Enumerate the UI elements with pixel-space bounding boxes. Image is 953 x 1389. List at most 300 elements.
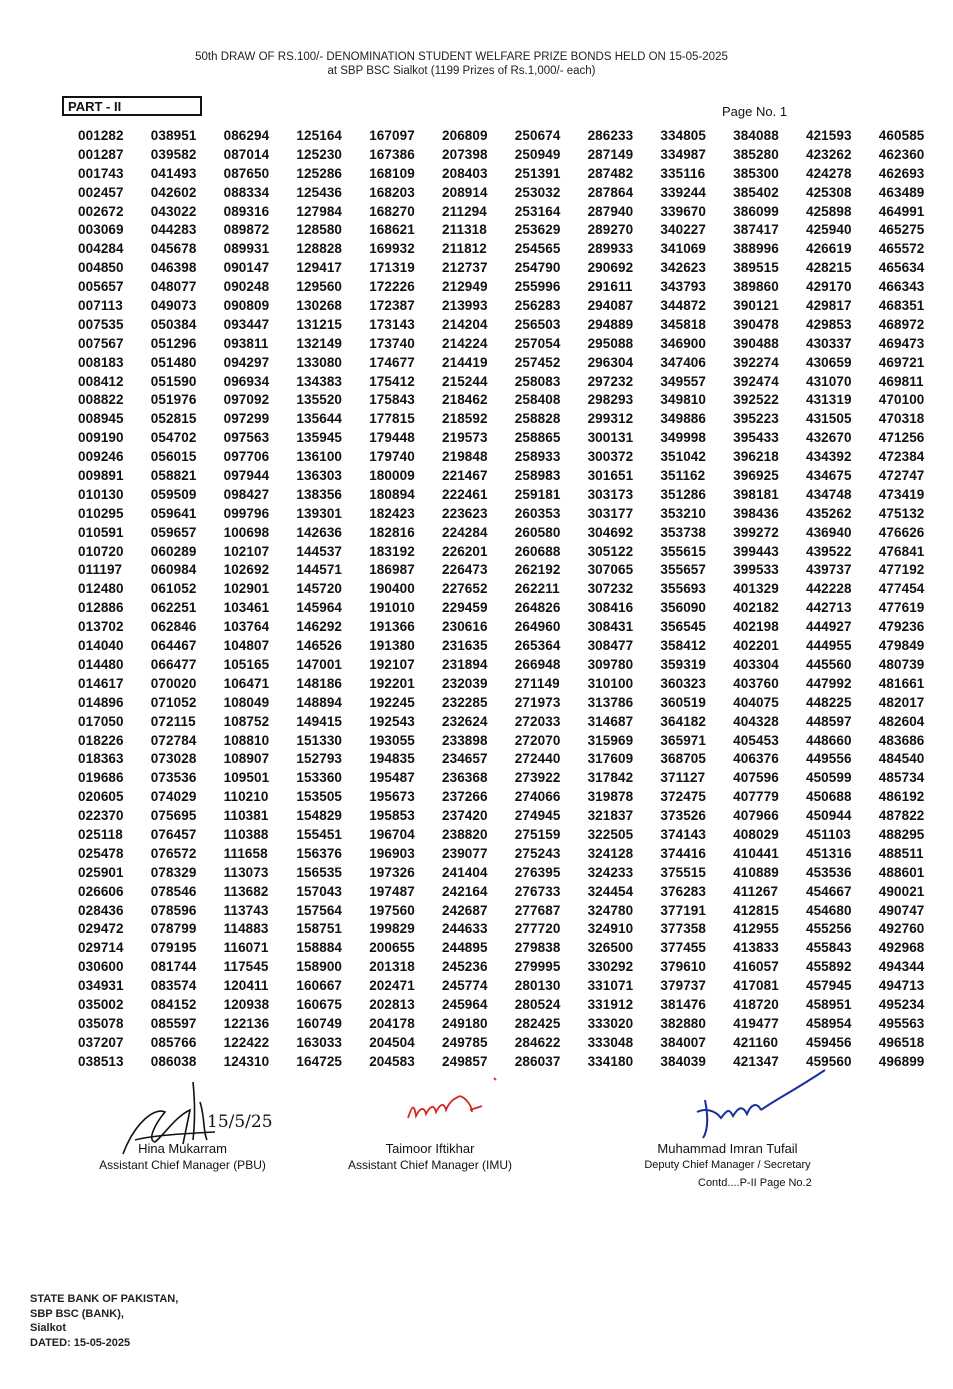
bond-number-cell: 379610 [660, 959, 707, 975]
bond-number-cell: 111658 [223, 845, 268, 861]
bond-number-cell: 019686 [78, 770, 124, 786]
bond-number-cell: 008945 [78, 411, 124, 427]
bond-number-cell: 192543 [369, 713, 415, 729]
bond-number-cell: 356545 [660, 619, 707, 635]
bond-number-cell: 258865 [514, 430, 561, 446]
bond-number-cell: 197487 [369, 883, 415, 899]
bond-number-cell: 011197 [78, 562, 123, 578]
bond-number-cell: 160667 [296, 978, 343, 994]
bond-number-cell: 371127 [660, 770, 706, 786]
bond-number-cell: 434392 [805, 449, 852, 465]
bond-number-cell: 012480 [78, 581, 124, 597]
bond-number-cell: 226473 [441, 562, 488, 578]
bond-number-cell: 232624 [441, 713, 488, 729]
bond-number-cell: 390488 [733, 335, 779, 351]
bond-number-cell: 374143 [660, 826, 707, 842]
bond-number-cell: 038513 [78, 1053, 124, 1069]
bond-number-cell: 477192 [878, 562, 925, 578]
bond-number-cell: 168621 [369, 222, 415, 238]
bond-number-cell: 158900 [296, 959, 343, 975]
bond-number-cell: 407779 [733, 789, 779, 805]
bond-number-cell: 097706 [223, 449, 270, 465]
bond-number-cell: 275243 [514, 845, 561, 861]
bond-number-cell: 470318 [878, 411, 925, 427]
bond-number-cell: 226201 [441, 543, 488, 559]
bond-number-cell: 351042 [660, 449, 707, 465]
bond-number-cell: 376283 [660, 883, 707, 899]
bond-number-cell: 430659 [805, 354, 852, 370]
bond-number-cell: 407596 [733, 770, 779, 786]
bond-number-cell: 482604 [878, 713, 925, 729]
bond-number-cell: 390478 [733, 316, 779, 332]
bond-number-cell: 010591 [78, 524, 124, 540]
bond-number-cell: 448597 [805, 713, 852, 729]
bond-number-cell: 146292 [296, 619, 343, 635]
bond-number-cell: 212949 [441, 279, 488, 295]
footer-line-4: DATED: 15-05-2025 [30, 1336, 131, 1349]
bond-number-cell: 018363 [78, 751, 124, 767]
bond-number-cell: 196704 [369, 826, 415, 842]
bond-number-cell: 204178 [369, 1015, 415, 1031]
bond-number-cell: 488511 [878, 845, 924, 861]
bond-number-cell: 287149 [587, 146, 634, 162]
bond-number-cell: 025118 [78, 826, 123, 842]
bond-number-cell: 051590 [150, 373, 197, 389]
bond-number-cell: 104807 [223, 638, 270, 654]
bond-number-cell: 108752 [223, 713, 270, 729]
bond-number-cell: 025901 [78, 864, 124, 880]
signatory-1-designation: Assistant Chief Manager (PBU) [99, 1158, 266, 1172]
bond-number-cell: 372475 [660, 789, 707, 805]
bond-number-cell: 340227 [660, 222, 707, 238]
bond-number-cell: 196903 [369, 845, 415, 861]
bond-number-cell: 013702 [78, 619, 124, 635]
footer-line-2: SBP BSC (BANK), [30, 1307, 124, 1320]
bond-number-cell: 291611 [587, 279, 633, 295]
bond-number-cell: 386099 [733, 203, 779, 219]
bond-number-cell: 390121 [733, 298, 779, 314]
bond-number-cell: 324233 [587, 864, 634, 880]
bond-number-cell: 110210 [223, 789, 269, 805]
bond-number-cell: 355615 [660, 543, 707, 559]
bond-number-cell: 100698 [223, 524, 270, 540]
bond-number-cell: 423262 [805, 146, 852, 162]
bond-number-cell: 396218 [733, 449, 779, 465]
bond-number-cell: 295088 [587, 335, 634, 351]
signature-3-icon [685, 1060, 845, 1150]
bond-number-cell: 037207 [78, 1034, 124, 1050]
bond-number-cell: 010720 [78, 543, 124, 559]
bond-number-cell: 490021 [878, 883, 925, 899]
bond-number-cell: 193055 [369, 732, 415, 748]
bond-number-cell: 058821 [150, 468, 197, 484]
bond-number-cell: 439737 [805, 562, 852, 578]
bond-number-cell: 204504 [369, 1034, 415, 1050]
bond-number-cell: 448225 [805, 694, 852, 710]
bond-number-cell: 087650 [223, 165, 270, 181]
bond-number-cell: 160675 [296, 996, 343, 1012]
bond-number-cell: 473419 [878, 486, 925, 502]
bond-number-cell: 264826 [514, 600, 561, 616]
bond-number-cell: 450944 [805, 808, 852, 824]
bond-number-cell: 462360 [878, 146, 925, 162]
bond-number-cell: 475132 [878, 505, 925, 521]
bond-number-cell: 334805 [660, 128, 707, 143]
bond-number-cell: 059509 [150, 486, 197, 502]
bond-number-cell: 321837 [587, 808, 634, 824]
bond-number-cell: 148894 [296, 694, 343, 710]
bond-number-cell: 451103 [805, 826, 851, 842]
bond-number-cell: 399443 [733, 543, 779, 559]
bond-number-cell: 419477 [733, 1015, 779, 1031]
bond-number-cell: 145964 [296, 600, 343, 616]
bond-number-cell: 089872 [223, 222, 270, 238]
bond-number-cell: 124310 [223, 1053, 270, 1069]
bond-number-cell: 355693 [660, 581, 707, 597]
bond-number-cell: 377455 [660, 940, 707, 956]
bond-number-cell: 219848 [441, 449, 488, 465]
bond-number-cell: 277720 [514, 921, 561, 937]
bond-number-cell: 314687 [587, 713, 634, 729]
bond-number-cell: 062846 [150, 619, 197, 635]
bond-number-cell: 462693 [878, 165, 925, 181]
bond-number-cell: 254565 [514, 241, 561, 257]
bond-number-cell: 381476 [660, 996, 707, 1012]
bond-number-cell: 305122 [587, 543, 634, 559]
bond-number-cell: 488601 [878, 864, 925, 880]
bond-number-cell: 260580 [514, 524, 561, 540]
bond-number-cell: 404328 [733, 713, 779, 729]
bond-number-cell: 430337 [805, 335, 852, 351]
bond-number-cell: 373526 [660, 808, 707, 824]
bond-number-cell: 078799 [150, 921, 197, 937]
bond-number-cell: 014617 [78, 675, 124, 691]
bond-number-cell: 014040 [78, 638, 124, 654]
bond-number-cell: 272070 [514, 732, 561, 748]
bond-number-cell: 286233 [587, 128, 634, 143]
bond-number-cell: 191380 [369, 638, 415, 654]
bond-number-cell: 052815 [150, 411, 197, 427]
bond-number-cell: 471256 [878, 430, 925, 446]
bond-number-cell: 026606 [78, 883, 124, 899]
bond-number-cell: 465572 [878, 241, 925, 257]
bond-number-cell: 259181 [514, 486, 561, 502]
bond-number-cell: 309780 [587, 656, 634, 672]
bond-number-cell: 136100 [296, 449, 343, 465]
bond-number-cell: 421593 [805, 128, 852, 143]
bond-number-cell: 384088 [733, 128, 779, 143]
bond-number-cell: 237266 [441, 789, 488, 805]
bond-number-cell: 266948 [514, 656, 561, 672]
bond-number-cell: 287940 [587, 203, 634, 219]
bond-number-cell: 331071 [587, 978, 634, 994]
bond-number-cell: 454667 [805, 883, 852, 899]
bond-number-cell: 084152 [150, 996, 197, 1012]
bond-number-cell: 399533 [733, 562, 779, 578]
bond-number-cell: 088334 [223, 184, 270, 200]
bond-number-cell: 244633 [441, 921, 488, 937]
bond-number-cell: 385300 [733, 165, 779, 181]
bond-number-cell: 136303 [296, 468, 343, 484]
bond-number-cell: 239077 [441, 845, 488, 861]
bond-number-cell: 402201 [733, 638, 779, 654]
bond-number-cell: 347406 [660, 354, 707, 370]
bond-number-cell: 256503 [514, 316, 561, 332]
bond-number-cell: 403760 [733, 675, 779, 691]
bond-number-cell: 472747 [878, 468, 925, 484]
bond-number-cell: 448660 [805, 732, 852, 748]
bond-number-cell: 232039 [441, 675, 488, 691]
bond-number-cell: 145720 [296, 581, 343, 597]
bond-number-cell: 043022 [150, 203, 197, 219]
bond-number-cell: 177815 [369, 411, 415, 427]
bond-number-cell: 429853 [805, 316, 852, 332]
part-label: PART - II [62, 96, 202, 116]
bond-number-cell: 182423 [369, 505, 415, 521]
bond-number-cell: 221467 [441, 468, 488, 484]
bond-number-cell: 086038 [150, 1053, 197, 1069]
bond-number-cell: 249180 [441, 1015, 488, 1031]
bond-number-cell: 208403 [441, 165, 488, 181]
bond-number-cell: 284622 [514, 1034, 561, 1050]
bond-number-cell: 179448 [369, 430, 415, 446]
bond-number-cell: 256283 [514, 298, 561, 314]
bond-number-cell: 279838 [514, 940, 561, 956]
bond-number-cell: 249857 [441, 1053, 488, 1069]
bond-number-cell: 046398 [150, 260, 197, 276]
bond-number-cell: 075695 [150, 808, 197, 824]
signature-block-2 [340, 1140, 520, 1174]
bond-number-cell: 113743 [223, 902, 269, 918]
bond-number-cell: 214224 [441, 335, 488, 351]
bond-number-cell: 153505 [296, 789, 343, 805]
bond-number-cell: 093811 [223, 335, 269, 351]
bond-number-cell: 127984 [296, 203, 343, 219]
bond-number-cell: 425308 [805, 184, 852, 200]
bond-number-cell: 128828 [296, 241, 343, 257]
bond-number-cell: 085597 [150, 1015, 197, 1031]
bond-number-cell: 426619 [805, 241, 852, 257]
bond-number-cell: 472384 [878, 449, 925, 465]
bond-number-cell: 035002 [78, 996, 124, 1012]
bond-number-cell: 066477 [150, 656, 197, 672]
bond-number-cell: 343793 [660, 279, 707, 295]
bond-number-cell: 135644 [296, 411, 343, 427]
bond-number-cell: 294889 [587, 316, 634, 332]
bond-number-cell: 408029 [733, 826, 779, 842]
bond-number-cell: 168109 [369, 165, 415, 181]
signature-block-1 [95, 1112, 273, 1174]
bond-number-cell: 274066 [514, 789, 561, 805]
bond-number-cell: 258083 [514, 373, 561, 389]
bond-number-cell: 289270 [587, 222, 634, 238]
bond-number-cell: 054702 [150, 430, 197, 446]
bond-number-cell: 086294 [223, 128, 270, 143]
bond-number-cell: 303173 [587, 486, 634, 502]
bond-number-cell: 412955 [733, 921, 779, 937]
bond-number-cell: 173143 [369, 316, 415, 332]
bond-number-cell: 407966 [733, 808, 779, 824]
bond-number-cell: 401329 [733, 581, 779, 597]
bond-number-cell: 207398 [441, 146, 488, 162]
bond-number-cell: 125436 [296, 184, 343, 200]
bond-number-cell: 147001 [296, 656, 343, 672]
bond-number-cell: 282425 [514, 1015, 561, 1031]
bond-number-cell: 250674 [514, 128, 561, 143]
bond-number-cell: 114883 [223, 921, 269, 937]
bond-number-cell: 277687 [514, 902, 561, 918]
bond-number-cell: 349810 [660, 392, 707, 408]
title-line-2: at SBP BSC Sialkot (1199 Prizes of Rs.1,000/- each) [327, 65, 596, 77]
bond-number-cell: 469721 [878, 354, 925, 370]
bond-number-cell: 342623 [660, 260, 707, 276]
bond-number-cell: 405453 [733, 732, 779, 748]
bond-number-cell: 395433 [733, 430, 779, 446]
bond-number-cell: 465275 [878, 222, 925, 238]
bond-number-cell: 008183 [78, 354, 124, 370]
bond-number-cell: 421347 [733, 1053, 779, 1069]
bond-number-cell: 102107 [223, 543, 270, 559]
bond-number-cell: 195487 [369, 770, 415, 786]
bond-number-cell: 379737 [660, 978, 707, 994]
bond-number-cell: 138356 [296, 486, 343, 502]
bond-number-cell: 360519 [660, 694, 707, 710]
bond-number-cell: 022370 [78, 808, 124, 824]
bond-number-cell: 480739 [878, 656, 925, 672]
bond-number-cell: 307232 [587, 581, 634, 597]
bond-number-cell: 164725 [296, 1053, 343, 1069]
bond-number-cell: 486192 [878, 789, 925, 805]
bond-number-cell: 286037 [514, 1053, 561, 1069]
bond-number-cell: 458954 [805, 1015, 852, 1031]
bond-number-cell: 134383 [296, 373, 343, 389]
bond-number-cell: 385402 [733, 184, 779, 200]
bond-number-cell: 322505 [587, 826, 634, 842]
bond-number-cell: 313786 [587, 694, 634, 710]
bond-number-cell: 300372 [587, 449, 634, 465]
bond-number-cell: 089931 [223, 241, 270, 257]
bond-number-cell: 152793 [296, 751, 343, 767]
bond-number-cell: 317609 [587, 751, 634, 767]
bond-number-cell: 331912 [587, 996, 634, 1012]
bond-number-cell: 333048 [587, 1034, 634, 1050]
bond-number-cell: 377358 [660, 921, 707, 937]
document-title [0, 50, 953, 78]
signatory-2-name: Taimoor Iftikhar [385, 1141, 475, 1156]
bond-number-cell: 330292 [587, 959, 634, 975]
bond-number-cell: 085766 [150, 1034, 197, 1050]
bond-number-cell: 167097 [369, 128, 415, 143]
bond-number-cell: 197326 [369, 864, 415, 880]
bond-number-cell: 245964 [441, 996, 488, 1012]
bond-number-cell: 435262 [805, 505, 852, 521]
bond-number-cell: 211318 [441, 222, 487, 238]
footer-line-1: STATE BANK OF PAKISTAN, [30, 1293, 179, 1305]
bond-number-cell: 492760 [878, 921, 925, 937]
bond-number-cell: 113073 [223, 864, 269, 880]
bond-number-cell: 242687 [441, 902, 488, 918]
bond-number-cell: 296304 [587, 354, 634, 370]
bond-number-cell: 298293 [587, 392, 634, 408]
bond-number-cell: 339244 [660, 184, 707, 200]
continued-note: Contd....P-II Page No.2 [698, 1177, 812, 1189]
bond-number-cell: 214204 [441, 316, 488, 332]
bond-number-cell: 444955 [805, 638, 852, 654]
bond-number-cell: 260688 [514, 543, 561, 559]
bond-number-cell: 144571 [296, 562, 343, 578]
bond-number-cell: 116071 [223, 940, 269, 956]
bond-number-cell: 192107 [369, 656, 415, 672]
bond-number-cell: 129560 [296, 279, 343, 295]
bond-number-cell: 450688 [805, 789, 852, 805]
bond-number-cell: 297232 [587, 373, 634, 389]
bond-number-cell: 403304 [733, 656, 779, 672]
bond-number-cell: 102692 [223, 562, 270, 578]
bond-number-cell: 346900 [660, 335, 707, 351]
signature-block-3 [625, 1140, 830, 1174]
bond-number-cell: 144537 [296, 543, 343, 559]
bond-number-cell: 076572 [150, 845, 197, 861]
bond-number-cell: 280130 [514, 978, 561, 994]
bond-number-cell: 061052 [150, 581, 197, 597]
bond-number-cell: 197560 [369, 902, 415, 918]
bond-number-cell: 014896 [78, 694, 124, 710]
bond-number-cell: 276733 [514, 883, 561, 899]
bond-number-cell: 442228 [805, 581, 852, 597]
bond-number-cell: 303177 [587, 505, 634, 521]
page-number: Page No. 1 [722, 104, 788, 119]
bond-number-cell: 418720 [733, 996, 779, 1012]
bond-number-cell: 148186 [296, 675, 343, 691]
bond-number-cell: 097299 [223, 411, 270, 427]
bond-number-cell: 396925 [733, 468, 779, 484]
bond-number-cell: 007535 [78, 316, 124, 332]
bond-number-cell: 090147 [223, 260, 270, 276]
bond-number-cell: 465634 [878, 260, 925, 276]
bond-number-cell: 004284 [78, 241, 124, 257]
bond-number-cell: 108907 [223, 751, 270, 767]
bond-number-cell: 200655 [369, 940, 415, 956]
bond-number-cell: 103764 [223, 619, 270, 635]
bond-number-cell: 139301 [296, 505, 343, 521]
bond-number-cell: 429170 [805, 279, 852, 295]
bond-number-cell: 156376 [296, 845, 343, 861]
bond-number-cell: 009891 [78, 468, 124, 484]
bond-number-cell: 029472 [78, 921, 124, 937]
bond-number-cell: 234657 [441, 751, 488, 767]
bond-number-cell: 155451 [296, 826, 343, 842]
bond-number-cell: 326500 [587, 940, 634, 956]
bond-number-cell: 044283 [150, 222, 197, 238]
bond-number-cell: 135945 [296, 430, 343, 446]
bond-number-cell: 131215 [296, 316, 343, 332]
prize-bond-numbers-table [78, 128, 952, 1073]
bond-number-cell: 262192 [514, 562, 561, 578]
signatory-2-designation: Assistant Chief Manager (IMU) [347, 1158, 513, 1172]
bond-number-cell: 241404 [441, 864, 488, 880]
bond-number-cell: 009246 [78, 449, 124, 465]
bond-number-cell: 231894 [441, 656, 488, 672]
bond-number-cell: 339670 [660, 203, 707, 219]
bond-number-cell: 279995 [514, 959, 561, 975]
bond-number-cell: 169932 [369, 241, 415, 257]
bond-number-cell: 105165 [223, 656, 270, 672]
bond-number-cell: 051480 [150, 354, 197, 370]
bond-number-cell: 007567 [78, 335, 124, 351]
bond-number-cell: 468351 [878, 298, 925, 314]
bond-number-cell: 056015 [150, 449, 197, 465]
bond-number-cell: 142636 [296, 524, 343, 540]
